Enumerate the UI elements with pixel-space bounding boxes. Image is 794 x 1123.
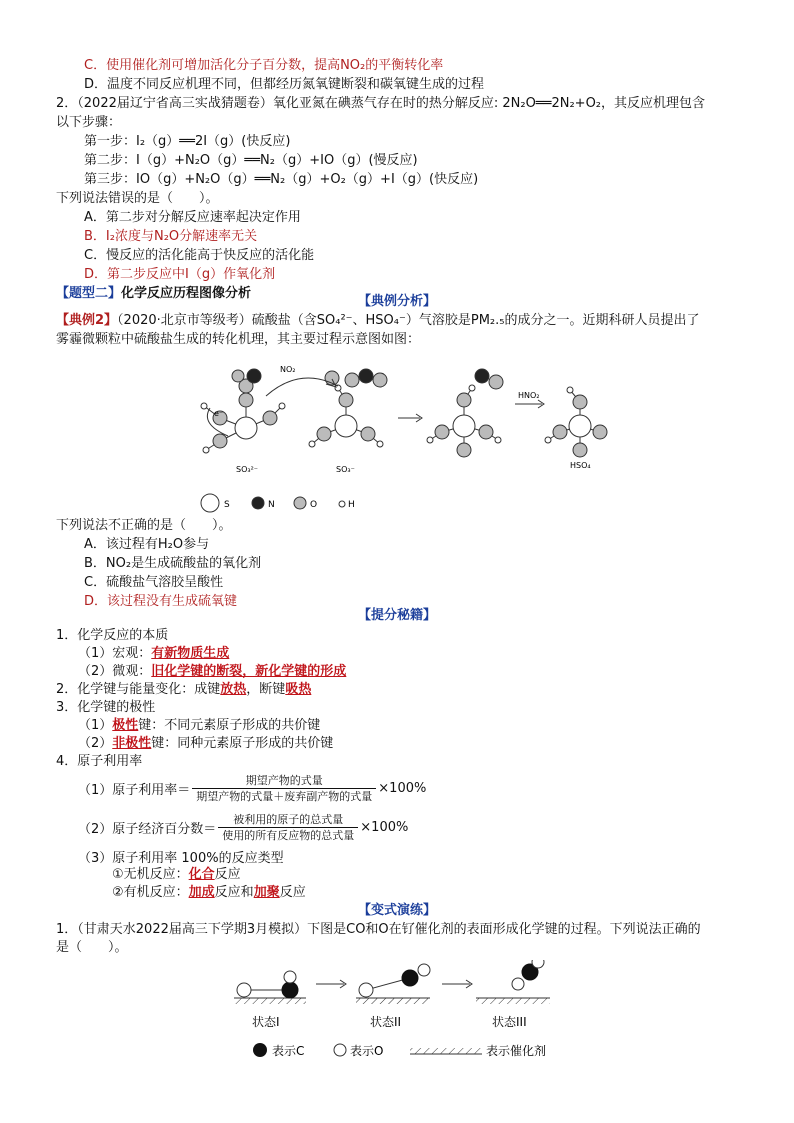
- q2-step3: 第三步：IO（g）+N₂O（g）══N₂（g）+O₂（g）+I（g）(快反应): [84, 172, 479, 187]
- species-label-1: SO₃²⁻: [236, 465, 259, 474]
- state-2: [356, 964, 430, 1029]
- q2-option-d: D．第二步反应中I（g）作氧化剂: [84, 267, 276, 282]
- key-macro: 有新物质生成: [151, 646, 230, 661]
- example-stem: [56, 312, 699, 330]
- tips-item-4: 4．原子利用率: [56, 754, 143, 769]
- svg-text:N: N: [268, 500, 275, 510]
- practice-q1-cont: 是（ ）。: [56, 940, 128, 955]
- sulfur-atom: [235, 417, 257, 439]
- q2-ask: 下列说法错误的是（ ）。: [56, 191, 219, 206]
- q1-option-c: C．使用催化剂可增加活化分子百分数，提高NO₂的平衡转化率: [84, 58, 444, 73]
- key-micro: 旧化学键的断裂，新化学键的形成: [151, 664, 347, 679]
- nitrogen-atom: [247, 369, 261, 383]
- sulfate-mechanism-diagram: [170, 356, 630, 516]
- q2-option-b: B．I₂浓度与N₂O分解速率无关: [84, 229, 258, 244]
- q2-step2: 第二步：I（g）+N₂O（g）══N₂（g）+IO（g）(慢反应): [84, 153, 418, 168]
- example-option-c: C．硫酸盐气溶胶呈酸性: [84, 575, 224, 590]
- tips-item-1: 1．化学反应的本质: [56, 628, 169, 643]
- catalyst-legend: [253, 1043, 546, 1058]
- example-option-b: B．NO₂是生成硫酸盐的氧化剂: [84, 556, 262, 571]
- example-tag: 【典例2】: [56, 313, 118, 328]
- type2-tag: 【题型二】: [56, 286, 122, 301]
- species-label-2: SO₃⁻: [336, 465, 355, 474]
- tips-item-4c: （3）原子利用率 100%的反应类型: [78, 851, 284, 866]
- svg-text:状态III: 状态III: [492, 1015, 527, 1029]
- svg-text:S: S: [224, 500, 230, 510]
- tips-item-3b: （2）非极性键：同种元素原子形成的共价键: [78, 736, 334, 751]
- electron-label: e⁻: [214, 409, 224, 418]
- tips-item-3a: （1）极性键：不同元素原子形成的共价键: [78, 718, 321, 733]
- q2-option-a: A．第二步对分解反应速率起决定作用: [84, 210, 301, 225]
- example-head: 【典例分析】: [357, 294, 436, 309]
- species-label-3: HSO₄: [570, 461, 591, 470]
- state-3: [476, 960, 550, 1029]
- type2-title: 化学反应历程图像分析: [121, 286, 252, 301]
- practice-head: 【变式演练】: [357, 903, 436, 918]
- tips-item-3: 3．化学键的极性: [56, 700, 156, 715]
- tips-head: 【提分秘籍】: [357, 608, 436, 623]
- svg-text:状态I: 状态I: [252, 1015, 280, 1029]
- tips-item-4c1: ①无机反应：化合反应: [112, 867, 241, 882]
- practice-q1: 1．（甘肃天水2022届高三下学期3月模拟）下图是CO和O在钌催化剂的表面形成化学键的过程。下列说法正确的: [56, 922, 701, 937]
- q2-stem-cont: 以下步骤：: [56, 115, 122, 130]
- q2-option-c: C．慢反应的活化能高于快反应的活化能: [84, 248, 315, 263]
- q2-stem-text: 氧化亚氮在碘蒸气存在时的热分解反应: 2N₂O══2N₂+O₂，其反应机理包含: [272, 96, 706, 111]
- tips-item-1b: （2）微观：旧化学键的断裂，新化学键的形成: [78, 664, 347, 679]
- no2-label: NO₂: [280, 365, 296, 374]
- svg-text:表示C: 表示C: [272, 1044, 305, 1058]
- q2-stem: [56, 95, 705, 113]
- q2-step1: 第一步：I₂（g）══2I（g）(快反应): [84, 134, 291, 149]
- example-stem-cont: 雾霾微颗粒中硫酸盐生成的转化机理，其主要过程示意图如图：: [56, 332, 421, 347]
- example-ask: 下列说法不正确的是（ ）。: [56, 518, 232, 533]
- svg-text:O: O: [310, 500, 318, 510]
- svg-text:表示O: 表示O: [350, 1044, 384, 1058]
- q2-source: 2．（2022届辽宁省高三实战猜题卷）: [56, 96, 273, 111]
- mechanism-legend: [201, 494, 355, 512]
- example-option-a: A．该过程有H₂O参与: [84, 537, 210, 552]
- svg-text:表示催化剂: 表示催化剂: [486, 1044, 547, 1058]
- tips-item-2: 2．化学键与能量变化：成键放热，断键吸热: [56, 682, 312, 697]
- svg-text:状态II: 状态II: [370, 1015, 402, 1029]
- state-1: [234, 971, 306, 1029]
- co-catalyst-diagram: [220, 960, 600, 1070]
- hno2-label: HNO₂: [518, 391, 540, 400]
- example-stem-text: （2020·北京市等级考）硫酸盐（含SO₄²⁻、HSO₄⁻）气溶胶是PM₂.₅的成分之一。近期科研人员提出了: [117, 313, 700, 328]
- svg-text:H: H: [348, 500, 355, 510]
- tips-item-4c2: ②有机反应：加成反应和加聚反应: [112, 885, 306, 900]
- atom-economy-formula: （2）原子经济百分数＝ $\frac{\text{被利用的原子的总式量}}{\text{使用的所有反应物的总式量}}$ ×100%: [78, 813, 409, 842]
- atom-utilization-formula: （1）原子利用率＝ $\frac{\text{期望产物的式量}}{\text{期望产物的式量＋废弃副产物的式量}}$ ×100%: [78, 774, 427, 803]
- example-option-d: D．该过程没有生成硫氧键: [84, 594, 238, 609]
- tips-item-1a: （1）宏观：有新物质生成: [78, 646, 230, 661]
- q1-option-d: D．温度不同反应机理不同，但都经历氮氧键断裂和碳氧键生成的过程: [84, 77, 485, 92]
